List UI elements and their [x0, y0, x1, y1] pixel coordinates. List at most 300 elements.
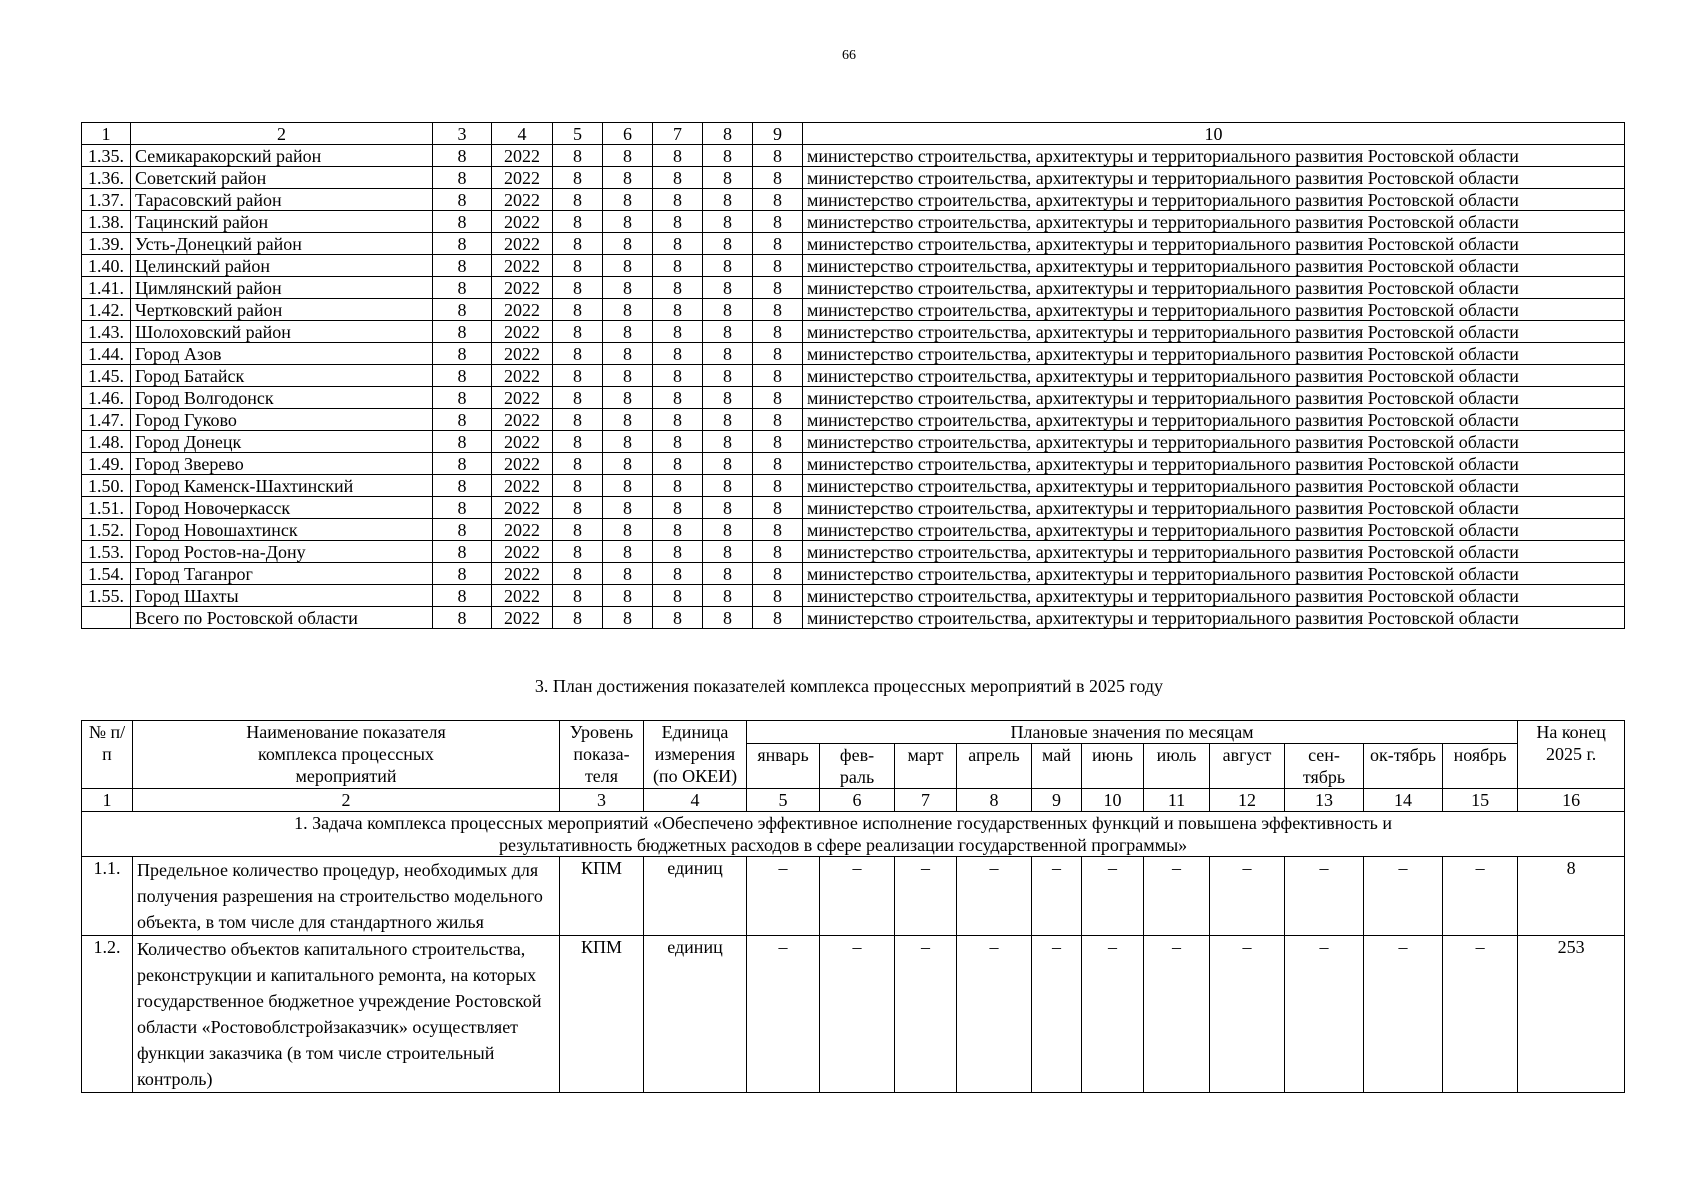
table-cell: 8: [433, 585, 492, 607]
indicator-unit: единиц: [644, 857, 747, 936]
table-cell: министерство строительства, архитектуры и территориального развития Ростовской области: [803, 387, 1625, 409]
month-value: –: [957, 857, 1032, 936]
month-value: –: [1443, 936, 1518, 1093]
table-cell: 8: [653, 321, 703, 343]
table-cell: 8: [553, 497, 603, 519]
table-cell: 8: [603, 299, 653, 321]
table-cell: 8: [553, 563, 603, 585]
month-header: сен-тябрь: [1285, 744, 1364, 789]
table-cell: 8: [653, 211, 703, 233]
table-cell: 8: [553, 255, 603, 277]
header-num: № п/п: [82, 721, 133, 789]
table-cell: 8: [753, 409, 803, 431]
table-cell: Город Гуково: [131, 409, 433, 431]
table-cell: 2022: [492, 475, 553, 497]
table-cell: 8: [433, 541, 492, 563]
table-cell: [82, 607, 131, 629]
table-cell: 2022: [492, 519, 553, 541]
table-cell: министерство строительства, архитектуры и территориального развития Ростовской области: [803, 497, 1625, 519]
table-cell: 8: [433, 145, 492, 167]
table-cell: министерство строительства, архитектуры и территориального развития Ростовской области: [803, 365, 1625, 387]
table-cell: 1.54.: [82, 563, 131, 585]
table-cell: Город Волгодонск: [131, 387, 433, 409]
year-end-value: 8: [1518, 857, 1625, 936]
column-number: 4: [492, 123, 553, 145]
month-header: ок-тябрь: [1364, 744, 1443, 789]
table-cell: 8: [753, 431, 803, 453]
table-cell: 8: [653, 387, 703, 409]
table-cell: 8: [603, 431, 653, 453]
table-row: [82, 541, 1625, 563]
column-number: 10: [1082, 789, 1144, 812]
table-cell: 8: [753, 519, 803, 541]
table-cell: 2022: [492, 343, 553, 365]
table-row: [82, 387, 1625, 409]
table-cell: 8: [553, 409, 603, 431]
header-unit: Единица измерения (по ОКЕИ): [644, 721, 747, 789]
table-cell: 2022: [492, 431, 553, 453]
month-value: –: [820, 857, 895, 936]
table-cell: Шолоховский район: [131, 321, 433, 343]
table-cell: 8: [553, 321, 603, 343]
table-cell: 8: [603, 541, 653, 563]
month-value: –: [1082, 857, 1144, 936]
table-cell: 8: [703, 255, 753, 277]
table-cell: 8: [653, 541, 703, 563]
year-end-value: 253: [1518, 936, 1625, 1093]
table-cell: 8: [433, 607, 492, 629]
table-cell: 2022: [492, 387, 553, 409]
section-title: 3. План достижения показателей комплекса процессных мероприятий в 2025 году: [534, 676, 1164, 696]
header-end: На конец 2025 г.: [1518, 721, 1625, 789]
table-cell: 8: [653, 299, 703, 321]
column-number: 4: [644, 789, 747, 812]
table-cell: 8: [603, 607, 653, 629]
table-cell: 8: [553, 431, 603, 453]
table-cell: 1.51.: [82, 497, 131, 519]
table-cell: 8: [433, 475, 492, 497]
table-cell: Усть-Донецкий район: [131, 233, 433, 255]
table-cell: 8: [753, 607, 803, 629]
table-cell: 1.49.: [82, 453, 131, 475]
table-cell: 8: [653, 145, 703, 167]
table-cell: Город Шахты: [131, 585, 433, 607]
table-cell: 2022: [492, 365, 553, 387]
column-number: 9: [753, 123, 803, 145]
table-cell: 8: [553, 585, 603, 607]
column-number: 9: [1032, 789, 1082, 812]
month-header: июль: [1144, 744, 1210, 789]
table-cell: 8: [433, 189, 492, 211]
header-plan: Плановые значения по месяцам: [747, 721, 1518, 744]
table-cell: 8: [753, 343, 803, 365]
table-cell: 8: [653, 409, 703, 431]
table-cell: 8: [653, 277, 703, 299]
column-number: 16: [1518, 789, 1625, 812]
table-cell: 2022: [492, 167, 553, 189]
table-cell: 8: [653, 497, 703, 519]
table-cell: 8: [553, 475, 603, 497]
table-row: [82, 409, 1625, 431]
table-cell: 8: [433, 431, 492, 453]
table-cell: 1.44.: [82, 343, 131, 365]
column-number: 12: [1210, 789, 1285, 812]
table-cell: 1.50.: [82, 475, 131, 497]
month-value: –: [1210, 936, 1285, 1093]
table-row: [82, 431, 1625, 453]
column-number: 5: [553, 123, 603, 145]
table-cell: 1.52.: [82, 519, 131, 541]
table-cell: 8: [753, 233, 803, 255]
table-cell: 8: [753, 277, 803, 299]
table-cell: 8: [603, 189, 653, 211]
column-number: 8: [957, 789, 1032, 812]
column-number: 8: [703, 123, 753, 145]
table-cell: 1.46.: [82, 387, 131, 409]
table-cell: 8: [553, 453, 603, 475]
table-cell: 8: [553, 277, 603, 299]
table-cell: министерство строительства, архитектуры и территориального развития Ростовской области: [803, 585, 1625, 607]
table-cell: 8: [603, 233, 653, 255]
month-value: –: [747, 936, 820, 1093]
table-cell: 8: [603, 453, 653, 475]
table-row: [82, 299, 1625, 321]
table-cell: 8: [703, 585, 753, 607]
table-cell: 8: [753, 321, 803, 343]
table-cell: 8: [433, 563, 492, 585]
table-cell: 2022: [492, 277, 553, 299]
table-row: [82, 167, 1625, 189]
column-number: 10: [803, 123, 1625, 145]
table-cell: Город Зверево: [131, 453, 433, 475]
table-cell: министерство строительства, архитектуры и территориального развития Ростовской области: [803, 563, 1625, 585]
table-row: [82, 321, 1625, 343]
table-cell: 2022: [492, 233, 553, 255]
table-cell: 8: [433, 233, 492, 255]
table-cell: 8: [703, 321, 753, 343]
table-cell: 8: [703, 541, 753, 563]
table-row: [82, 563, 1625, 585]
table-row: [82, 453, 1625, 475]
table-cell: 8: [603, 519, 653, 541]
table-cell: 1.53.: [82, 541, 131, 563]
table-cell: 2022: [492, 563, 553, 585]
table-row: [82, 936, 1625, 1093]
column-number: 15: [1443, 789, 1518, 812]
table-cell: 8: [433, 497, 492, 519]
table-cell: 8: [553, 519, 603, 541]
table-cell: 8: [753, 387, 803, 409]
month-header: апрель: [957, 744, 1032, 789]
table-cell: Тацинский район: [131, 211, 433, 233]
table-cell: 8: [703, 409, 753, 431]
table-cell: 8: [603, 167, 653, 189]
table-cell: 8: [603, 585, 653, 607]
month-header: январь: [747, 744, 820, 789]
table-row: [82, 189, 1625, 211]
table-cell: министерство строительства, архитектуры и территориального развития Ростовской области: [803, 189, 1625, 211]
table-cell: министерство строительства, архитектуры и территориального развития Ростовской области: [803, 255, 1625, 277]
table-cell: 8: [603, 277, 653, 299]
table-cell: 8: [653, 255, 703, 277]
table-cell: 1.40.: [82, 255, 131, 277]
column-number: 3: [433, 123, 492, 145]
table-cell: 8: [653, 431, 703, 453]
table-cell: министерство строительства, архитектуры и территориального развития Ростовской области: [803, 211, 1625, 233]
table-cell: 8: [703, 607, 753, 629]
table-cell: 8: [753, 145, 803, 167]
column-number: 1: [82, 789, 133, 812]
page-number: 66: [842, 48, 856, 63]
month-value: –: [957, 936, 1032, 1093]
month-value: –: [1144, 857, 1210, 936]
table-cell: 8: [433, 255, 492, 277]
month-value: –: [1032, 857, 1082, 936]
table-cell: 8: [703, 453, 753, 475]
table-cell: 8: [703, 387, 753, 409]
column-number: 2: [133, 789, 560, 812]
table-row: [82, 211, 1625, 233]
table-cell: 8: [703, 343, 753, 365]
table-cell: 1.38.: [82, 211, 131, 233]
table-cell: 8: [603, 145, 653, 167]
table-cell: 1.42.: [82, 299, 131, 321]
table-cell: 8: [553, 343, 603, 365]
table-row: [82, 607, 1625, 629]
table-cell: 8: [753, 255, 803, 277]
table-cell: 8: [553, 387, 603, 409]
table-row: [82, 585, 1625, 607]
table-cell: 8: [653, 585, 703, 607]
table-cell: 8: [653, 453, 703, 475]
month-value: –: [895, 936, 957, 1093]
table-cell: 8: [753, 189, 803, 211]
column-number: 5: [747, 789, 820, 812]
task-row: [82, 812, 1625, 857]
table-cell: министерство строительства, архитектуры и территориального развития Ростовской области: [803, 607, 1625, 629]
table-row: [82, 475, 1625, 497]
table-cell: министерство строительства, архитектуры и территориального развития Ростовской области: [803, 431, 1625, 453]
table-cell: 2022: [492, 541, 553, 563]
table-cell: 8: [653, 343, 703, 365]
table-cell: 1.43.: [82, 321, 131, 343]
table-cell: Всего по Ростовской области: [131, 607, 433, 629]
table-cell: 1.48.: [82, 431, 131, 453]
table-cell: 8: [703, 189, 753, 211]
table-cell: 8: [433, 167, 492, 189]
table-cell: 2022: [492, 497, 553, 519]
table-cell: 8: [753, 541, 803, 563]
table-cell: 8: [653, 607, 703, 629]
indicator-level: КПМ: [560, 857, 644, 936]
table-cell: 8: [753, 365, 803, 387]
table-cell: 8: [433, 277, 492, 299]
table-cell: 8: [433, 211, 492, 233]
table-cell: 8: [653, 475, 703, 497]
table-cell: министерство строительства, архитектуры и территориального развития Ростовской области: [803, 475, 1625, 497]
month-value: –: [1082, 936, 1144, 1093]
districts-table: [81, 122, 1625, 629]
table-cell: 1.39.: [82, 233, 131, 255]
column-number: 3: [560, 789, 644, 812]
month-value: –: [895, 857, 957, 936]
indicator-level: КПМ: [560, 936, 644, 1093]
table-cell: 8: [753, 299, 803, 321]
table-cell: 8: [433, 453, 492, 475]
table-cell: 8: [703, 475, 753, 497]
table-cell: 8: [603, 211, 653, 233]
table-cell: 2022: [492, 607, 553, 629]
table-cell: Целинский район: [131, 255, 433, 277]
indicator-name: Количество объектов капитального строительства, реконструкции и капитального ремонта, на которых государственное бюджетное учреждение Ростовской области «Ростовоблстройзаказчик» осуществляет функции заказчика (в том числе строительный контроль): [133, 936, 560, 1093]
table-cell: Город Новочеркасск: [131, 497, 433, 519]
table-row: [82, 497, 1625, 519]
column-number: 6: [603, 123, 653, 145]
table-cell: 8: [753, 563, 803, 585]
table-cell: Чертковский район: [131, 299, 433, 321]
table-cell: 8: [603, 475, 653, 497]
column-number: 1: [82, 123, 131, 145]
table-cell: 1.45.: [82, 365, 131, 387]
table-cell: 8: [703, 563, 753, 585]
month-value: –: [1364, 936, 1443, 1093]
table-cell: 8: [433, 387, 492, 409]
table-cell: 8: [553, 541, 603, 563]
table-cell: 8: [603, 255, 653, 277]
month-value: –: [820, 936, 895, 1093]
table-cell: 8: [433, 519, 492, 541]
month-value: –: [1144, 936, 1210, 1093]
table-cell: 8: [603, 365, 653, 387]
table-cell: 8: [703, 497, 753, 519]
table-cell: 2022: [492, 255, 553, 277]
table-header-row: [82, 123, 1625, 145]
table-row: [82, 145, 1625, 167]
column-number: 2: [131, 123, 433, 145]
task-title: 1. Задача комплекса процессных мероприятий «Обеспечено эффективное исполнение государственных функций и повышена эффективность и результативность бюджетных расходов в сфере реализации государственной программы»: [82, 812, 1625, 857]
table-cell: 8: [553, 607, 603, 629]
table-row: [82, 365, 1625, 387]
table-cell: 2022: [492, 321, 553, 343]
table-cell: 8: [703, 365, 753, 387]
table-cell: 2022: [492, 145, 553, 167]
column-number: 7: [653, 123, 703, 145]
table-cell: 8: [553, 167, 603, 189]
table-cell: министерство строительства, архитектуры и территориального развития Ростовской области: [803, 321, 1625, 343]
indicator-name: Предельное количество процедур, необходимых для получения разрешения на строительство модельного объекта, в том числе для стандартного жилья: [133, 857, 560, 936]
table-row: [82, 857, 1625, 936]
table-cell: 2022: [492, 189, 553, 211]
table-cell: 2022: [492, 453, 553, 475]
table-cell: 1.35.: [82, 145, 131, 167]
table-cell: 8: [703, 167, 753, 189]
row-number: 1.1.: [82, 857, 133, 936]
month-value: –: [1285, 936, 1364, 1093]
month-header: ноябрь: [1443, 744, 1518, 789]
table-cell: 8: [553, 145, 603, 167]
table-cell: 8: [433, 299, 492, 321]
table-cell: 8: [433, 321, 492, 343]
table-cell: министерство строительства, архитектуры и территориального развития Ростовской области: [803, 343, 1625, 365]
table-cell: 1.47.: [82, 409, 131, 431]
column-number: 14: [1364, 789, 1443, 812]
table-cell: 8: [603, 563, 653, 585]
table-cell: министерство строительства, архитектуры и территориального развития Ростовской области: [803, 277, 1625, 299]
table-cell: 8: [653, 365, 703, 387]
row-number: 1.2.: [82, 936, 133, 1093]
table-cell: 8: [603, 409, 653, 431]
table-cell: Тарасовский район: [131, 189, 433, 211]
table-cell: 1.36.: [82, 167, 131, 189]
table-cell: 8: [653, 563, 703, 585]
table-cell: 8: [653, 189, 703, 211]
table-cell: 8: [553, 299, 603, 321]
table-cell: 2022: [492, 409, 553, 431]
table-cell: 8: [603, 387, 653, 409]
column-number: 6: [820, 789, 895, 812]
month-value: –: [747, 857, 820, 936]
table-cell: 2022: [492, 585, 553, 607]
table-cell: министерство строительства, архитектуры и территориального развития Ростовской области: [803, 541, 1625, 563]
table-cell: 8: [703, 277, 753, 299]
table-cell: министерство строительства, архитектуры и территориального развития Ростовской области: [803, 167, 1625, 189]
table-cell: Город Донецк: [131, 431, 433, 453]
table-cell: 1.55.: [82, 585, 131, 607]
table-cell: Город Новошахтинск: [131, 519, 433, 541]
table-cell: 8: [433, 409, 492, 431]
table-cell: министерство строительства, архитектуры и территориального развития Ростовской области: [803, 453, 1625, 475]
table-cell: 8: [433, 365, 492, 387]
column-number: 7: [895, 789, 957, 812]
month-header: май: [1032, 744, 1082, 789]
table-cell: 8: [653, 519, 703, 541]
column-number: 11: [1144, 789, 1210, 812]
month-value: –: [1285, 857, 1364, 936]
indicator-unit: единиц: [644, 936, 747, 1093]
month-value: –: [1210, 857, 1285, 936]
table-cell: Советский район: [131, 167, 433, 189]
table-cell: 8: [553, 233, 603, 255]
table-row: [82, 277, 1625, 299]
table-cell: 8: [703, 299, 753, 321]
table-cell: 2022: [492, 211, 553, 233]
table-cell: 1.41.: [82, 277, 131, 299]
table-cell: министерство строительства, архитектуры и территориального развития Ростовской области: [803, 299, 1625, 321]
table-cell: министерство строительства, архитектуры и территориального развития Ростовской области: [803, 409, 1625, 431]
table-cell: Семикаракорский район: [131, 145, 433, 167]
table-cell: 8: [703, 233, 753, 255]
table-cell: 8: [753, 167, 803, 189]
table-cell: 1.37.: [82, 189, 131, 211]
table-cell: 2022: [492, 299, 553, 321]
month-value: –: [1364, 857, 1443, 936]
table-cell: 8: [703, 519, 753, 541]
table-cell: министерство строительства, архитектуры и территориального развития Ростовской области: [803, 233, 1625, 255]
month-value: –: [1032, 936, 1082, 1093]
table-cell: 8: [753, 475, 803, 497]
column-numbers-row: [82, 789, 1625, 812]
table-cell: Город Ростов-на-Дону: [131, 541, 433, 563]
column-number: 13: [1285, 789, 1364, 812]
table-cell: 8: [603, 497, 653, 519]
table-cell: Город Батайск: [131, 365, 433, 387]
table-cell: 8: [653, 167, 703, 189]
table-cell: 8: [703, 211, 753, 233]
table-cell: 8: [703, 431, 753, 453]
month-header: фев-раль: [820, 744, 895, 789]
table-cell: 8: [433, 343, 492, 365]
table-cell: 8: [653, 233, 703, 255]
